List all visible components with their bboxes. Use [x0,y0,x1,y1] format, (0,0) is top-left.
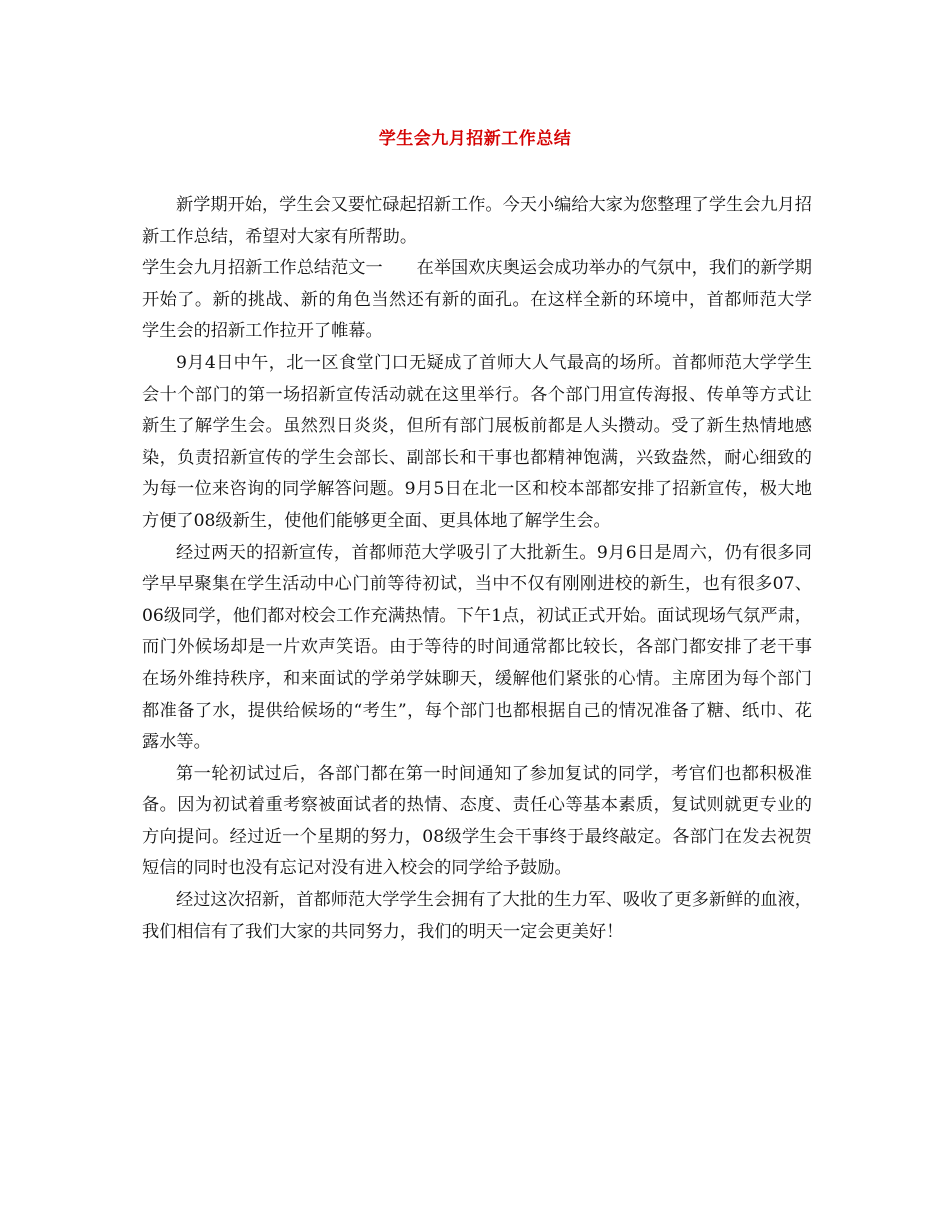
document-body [142,190,812,948]
body-paragraph-3: 第一轮初试过后，各部门都在第一时间通知了参加复试的同学，考官们也都积极准备。因为初试着重考察被面试者的热情、态度、责任心等基本素质，复试则就更专业的方向提问。经过近一个星期的努力，08级学生会干事终于最终敲定。各部门在发去祝贺短信的同时也没有忘记对没有进入校会的同学给予鼓励。 [142,763,812,879]
body-paragraph-1: 9月4日中午，北一区食堂门口无疑成了首师大人气最高的场所。首都师范大学学生会十个部门的第一场招新宣传活动就在这里举行。各个部门用宣传海报、传单等方式让新生了解学生会。虽然烈日炎炎，但所有部门展板前都是人头攒动。受了新生热情地感染，负责招新宣传的学生会部长、副部长和干事也都精神饱满，兴致盎然，耐心细致的为每一位来咨询的同学解答问题。9月5日在北一区和校本部都安排了招新宣传，极大地方便了08级新生，使他们能够更全面、更具体地了解学生会。 [142,352,812,531]
section-paragraph [142,253,812,348]
body-paragraph-2: 经过两天的招新宣传，首都师范大学吸引了大批新生。9月6日是周六，仍有很多同学早早聚集在学生活动中心门前等待初试，当中不仅有刚刚进校的新生，也有很多07、06级同学，他们都对校会工作充满热情。下午1点，初试正式开始。面试现场气氛严肃，而门外候场却是一片欢声笑语。由于等待的时间通常都比较长，各部门都安排了老干事在场外维持秩序，和来面试的学弟学妹聊天，缓解他们紧张的心情。主席团为每个部门都准备了水，提供给候场的“考生”，每个部门也都根据自己的情况准备了糖、纸巾、花露水等。 [142,542,812,753]
document-title: 学生会九月招新工作总结 [378,129,572,149]
intro-paragraph: 新学期开始，学生会又要忙碌起招新工作。今天小编给大家为您整理了学生会九月招新工作总结，希望对大家有所帮助。 [142,195,812,247]
section-label: 学生会九月招新工作总结范文一 [142,258,383,279]
section-text: 在举国欢庆奥运会成功举办的气氛中，我们的新学期开始了。新的挑战、新的角色当然还有新的面孔。在这样全新的环境中，首都师范大学学生会的招新工作拉开了帷幕。 [142,258,812,342]
body-paragraph-4: 经过这次招新，首都师范大学学生会拥有了大批的生力军、吸收了更多新鲜的血液，我们相信有了我们大家的共同努力，我们的明天一定会更美好！ [142,890,812,942]
